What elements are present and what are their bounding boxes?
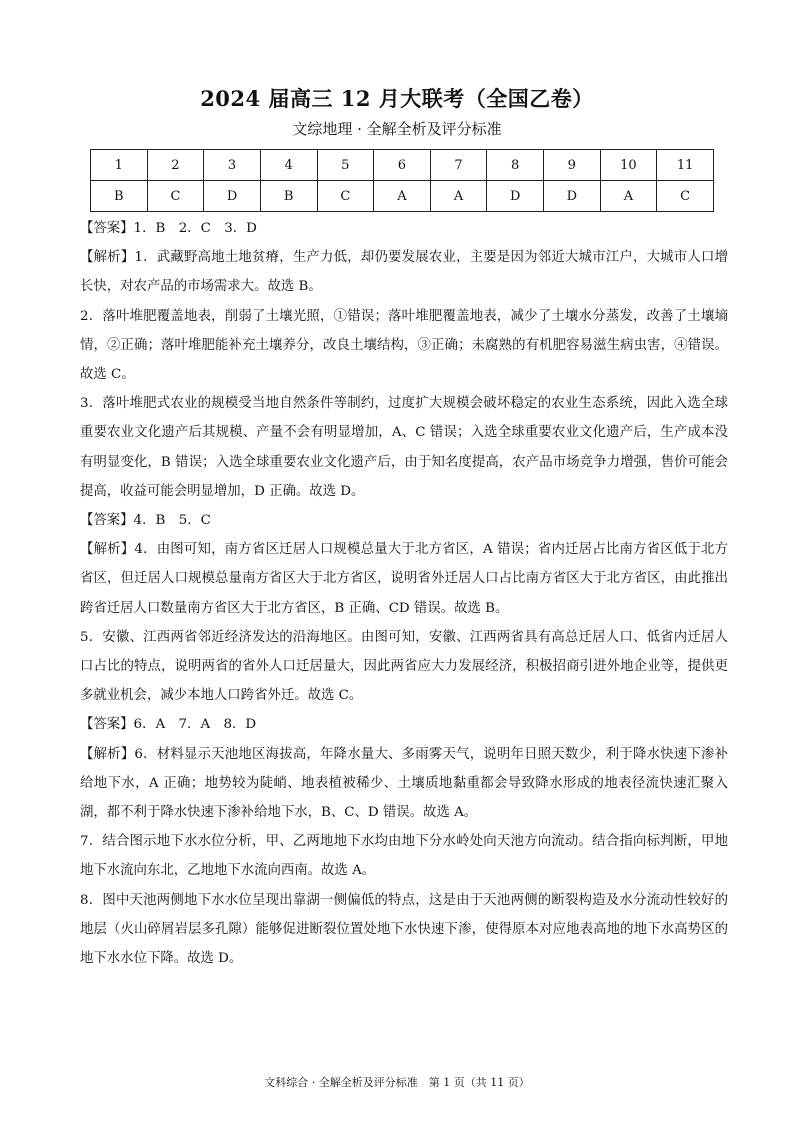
answer-letter: B	[260, 181, 317, 212]
question-number: 1	[91, 150, 148, 181]
page-footer: 文科综合 · 全解全析及评分标准 第 1 页（共 11 页）	[264, 1076, 530, 1089]
explanation-body	[80, 214, 728, 973]
question-number-row	[91, 150, 714, 181]
explanation-paragraph: 7．结合图示地下水水位分析，甲、乙两地地下水均由地下分水岭处向天池方向流动。结合指向标判断，甲地地下水流向东北，乙地地下水流向西南。故选 A。	[80, 834, 728, 879]
answer-letter: C	[147, 181, 204, 212]
explanation-paragraph: 8．图中天池两侧地下水水位呈现出靠湖一侧偏低的特点，这是由于天池两侧的断裂构造及水分流动性较好的地层（火山碎屑岩层多孔隙）能够促进断裂位置处地下水快速下渗，使得原本对应地表高地的地下水高势区的地下水水位下降。故选 D。	[80, 892, 728, 967]
answer-summary: 【答案】4．B 5．C	[80, 513, 211, 529]
page-title: 2024 届高三 12 月大联考（全国乙卷）	[200, 86, 594, 111]
answer-letter: C	[657, 181, 714, 212]
explanation-paragraph: 【解析】1．武藏野高地土地贫瘠，生产力低，却仍要发展农业，主要是因为邻近大城市江户，大城市人口增长快，对农产品的市场需求大。故选 B。	[80, 250, 728, 295]
answer-letter: D	[487, 181, 544, 212]
question-number: 7	[430, 150, 487, 181]
explanation-paragraph: 【解析】4．由图可知，南方省区迁居人口规模总量大于北方省区，A 错误；省内迁居占比南方省区低于北方省区，但迁居人口规模总量南方省区大于北方省区，说明省外迁居人口占比南方省区大于北方省区，由此推出跨省迁居人口数量南方省区大于北方省区，B 正确、CD 错误。故选 B。	[80, 542, 728, 616]
question-number: 5	[317, 150, 374, 181]
answer-table	[90, 149, 714, 212]
explanation-paragraph: 【解析】6．材料显示天池地区海拔高，年降水量大、多雨雾天气，说明年日照天数少，利于降水快速下渗补给地下水，A 正确；地势较为陡峭、地表植被稀少、土壤质地黏重都会导致降水形成的地表径流快速汇聚入湖，都不利于降水快速下渗补给地下水，B、C、D 错误。故选 A。	[80, 746, 728, 821]
explanation-paragraph: 2．落叶堆肥覆盖地表，削弱了土壤光照，①错误；落叶堆肥覆盖地表，减少了土壤水分蒸发，改善了土壤墒情，②正确；落叶堆肥能补充土壤养分，改良土壤结构，③正确；未腐熟的有机肥容易滋生病虫害，④错误。故选 C。	[80, 308, 728, 383]
answer-letter: D	[544, 181, 601, 212]
answer-summary: 【答案】1．B 2．C 3．D	[80, 221, 257, 236]
answer-letter: B	[91, 181, 148, 212]
question-number: 2	[147, 150, 204, 181]
explanation-paragraph: 5．安徽、江西两省邻近经济发达的沿海地区。由图可知，安徽、江西两省具有高总迁居人口、低省内迁居人口占比的特点，说明两省的省外人口迁居量大，因此两省应大力发展经济，积极招商引进外地企业等，提供更多就业机会，减少本地人口跨省外迁。故选 C。	[80, 629, 728, 704]
question-number: 10	[600, 150, 657, 181]
question-number: 9	[544, 150, 601, 181]
question-number: 8	[487, 150, 544, 181]
answer-row	[91, 181, 714, 212]
page-subtitle: 文综地理 · 全解全析及评分标准	[292, 120, 502, 138]
answer-letter: A	[600, 181, 657, 212]
answer-letter: A	[374, 181, 431, 212]
question-number: 3	[204, 150, 261, 181]
answer-letter: D	[204, 181, 261, 212]
question-number: 11	[657, 150, 714, 181]
question-number: 4	[260, 150, 317, 181]
explanation-paragraph: 3．落叶堆肥式农业的规模受当地自然条件等制约，过度扩大规模会破坏稳定的农业生态系统，因此入选全球重要农业文化遗产后其规模、产量不会有明显增加，A、C 错误；入选全球重要农业文化遗产后，生产成本没有明显变化，B 错误；入选全球重要农业文化遗产后，由于知名度提高，农产品市场竞争力增强，售价可能会提高，收益可能会明显增加，D 正确。故选 D。	[80, 396, 728, 499]
answer-letter: A	[430, 181, 487, 212]
answer-letter: C	[317, 181, 374, 212]
question-number: 6	[374, 150, 431, 181]
answer-summary: 【答案】6．A 7．A 8．D	[80, 717, 257, 733]
